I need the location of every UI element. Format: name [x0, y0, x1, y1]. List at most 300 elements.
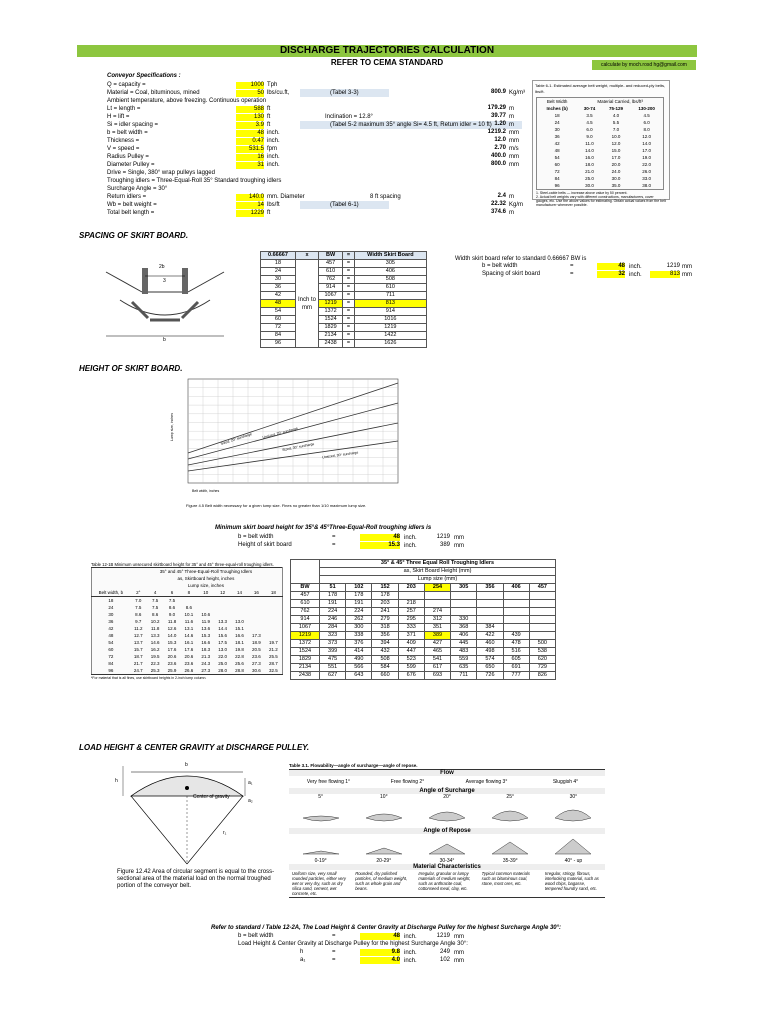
- spec-label: Ambient temperature, above freezing. Continuous operation: [107, 98, 267, 104]
- spec-value[interactable]: 14: [236, 202, 264, 209]
- spec-value[interactable]: 50: [236, 90, 264, 97]
- table-row: [537, 140, 664, 147]
- skirt-head-x: x: [295, 252, 318, 260]
- table-cell: 483: [451, 648, 477, 656]
- table-cell: 27.3: [201, 668, 211, 673]
- spec-value[interactable]: 588: [236, 106, 264, 113]
- min-height-unit: inch.: [404, 543, 417, 549]
- table-cell: 541: [424, 656, 450, 664]
- table-cell: 9.7: [135, 619, 142, 624]
- table-cell: 48: [108, 633, 114, 638]
- spec-value[interactable]: 48: [236, 130, 264, 137]
- table-row: [261, 332, 427, 340]
- table-row: [92, 646, 283, 653]
- table-cell: 11.8: [150, 626, 160, 631]
- flow-type: Sluggish 4°: [552, 779, 579, 785]
- table-cell: 16.0: [585, 155, 594, 160]
- table-cell: 13.0: [235, 619, 244, 624]
- table-cell: 30: [108, 612, 114, 617]
- scan-col-head: 12: [214, 589, 231, 597]
- material-description: Rounded, dry polished particles, of medium weight, such as whole grain and beans.: [355, 871, 408, 891]
- trough-diagram-icon: [102, 252, 228, 344]
- spec-label: Lt = length =: [107, 106, 141, 112]
- table-cell: 16.6: [201, 640, 211, 645]
- spec-right-value: 179.29: [487, 105, 506, 111]
- min-bw-label: b = belt width: [238, 534, 274, 540]
- table-cell: [477, 608, 503, 616]
- skirt-head-width: Width Skirt Board: [354, 252, 426, 260]
- table-cell: [248, 604, 265, 611]
- table-cell: 20.6: [167, 654, 177, 659]
- material-description: Irregular, granular or lumpy materials of medium weight, such as anthracite coal, cottonseed meal, clay, etc.: [418, 871, 471, 891]
- table-cell: [248, 625, 265, 632]
- skirt-bw-mm-cell: 2438: [318, 340, 342, 348]
- table-cell: 28.0: [218, 668, 228, 673]
- skirt-spacing-mm: 813: [650, 271, 680, 278]
- table-cell: 12.6: [167, 626, 177, 631]
- table-cell: 27.3: [252, 661, 261, 666]
- graph-xlabel: Belt width, inches: [192, 489, 220, 493]
- table-cell: 96: [554, 183, 560, 188]
- table-row: [92, 660, 283, 667]
- table-cell: 15.3: [201, 633, 211, 638]
- load-h-value[interactable]: 9.8: [360, 949, 400, 956]
- table-cell: 8.6: [185, 605, 193, 610]
- scan-col-head: 4: [147, 589, 164, 597]
- skirt-bw-mm-cell: 1524: [318, 316, 342, 324]
- table-cell: 516: [503, 648, 529, 656]
- table-cell: [265, 597, 283, 605]
- scan-col-head: 2°: [130, 589, 147, 597]
- skirt-bw-mm: 1219: [666, 263, 680, 269]
- table-cell: 25.9: [167, 668, 177, 673]
- spec-value[interactable]: 140.0: [236, 194, 264, 201]
- table-cell: 8.6: [152, 612, 159, 617]
- table-cell: 1067: [291, 624, 320, 632]
- spec-label: V = speed =: [107, 146, 140, 152]
- table-cell: 72: [108, 654, 114, 659]
- table-cell: 25.6: [235, 661, 244, 666]
- table-cell: 1372: [291, 640, 320, 648]
- table-cell: 14.4: [218, 626, 228, 631]
- table-cell: [503, 624, 529, 632]
- skirt-head-bw: BW: [318, 252, 342, 260]
- skirt-spacing-unit: inch.: [629, 272, 642, 278]
- table-cell: 478: [503, 640, 529, 648]
- table-cell: 447: [398, 648, 424, 656]
- spec-value[interactable]: 31: [236, 162, 264, 169]
- fig-label-a2: a₂: [248, 798, 253, 804]
- table-cell: 4.5: [586, 120, 593, 125]
- min-height-value[interactable]: 15.3: [360, 542, 400, 549]
- load-h-eq: =: [332, 949, 336, 955]
- spec-right-value: 400.0: [490, 153, 506, 159]
- table-cell: [503, 608, 529, 616]
- table-row: [537, 161, 664, 168]
- skirt-eq-cell: =: [343, 316, 355, 324]
- spec-right-unit: m: [509, 106, 514, 112]
- min-bw-mm-unit: mm: [454, 535, 464, 541]
- table-cell: 22.8: [235, 654, 244, 659]
- table-cell: 21.0: [585, 169, 594, 174]
- min-height-heading: Minimum skirt board height for 35°& 45°Three-Equal-Roll troughing idlers is: [215, 525, 432, 531]
- skirt-eq-cell: =: [343, 260, 355, 268]
- table-cell: 17.0: [642, 148, 651, 153]
- spec-right-unit: Kg/m³: [509, 90, 526, 96]
- table-cell: 330: [451, 616, 477, 624]
- table-cell: 676: [398, 672, 424, 680]
- table-cell: 599: [398, 664, 424, 672]
- table-cell: 42: [108, 626, 114, 631]
- table-cell: 30.6: [252, 668, 261, 673]
- table-cell: 300: [346, 624, 372, 632]
- table-cell: 660: [372, 672, 398, 680]
- table-cell: [265, 604, 283, 611]
- min-bw-eq: =: [332, 534, 336, 540]
- fig-label-h: h: [115, 778, 118, 784]
- scan-col-head: 16: [248, 589, 265, 597]
- load-sub-note: Load Height & Center Gravity at Discharge Pulley for the highest Surcharge Angle 30°:: [238, 941, 468, 947]
- load-a-mm: 102: [439, 957, 450, 963]
- table-cell: 274: [424, 608, 450, 616]
- table-cell: [451, 600, 477, 608]
- curve-label-1: Unsized, 20° surcharge: [262, 426, 299, 440]
- table-cell: 25.0: [218, 661, 228, 666]
- mm-bw-head: BW: [291, 584, 320, 592]
- table-cell: 368: [451, 624, 477, 632]
- table-cell: 14.0: [642, 141, 651, 146]
- table-cell: 21.2: [269, 647, 278, 652]
- table-cell: 15.7: [133, 647, 143, 652]
- table-cell: 4.0: [612, 113, 620, 118]
- skirt-spacing-value[interactable]: 32: [597, 271, 625, 278]
- scan-col-head: Belt width, b: [92, 589, 130, 597]
- min-height-label: Height of skirt board: [238, 542, 292, 548]
- table-cell: 4.5: [643, 113, 650, 118]
- table-cell: 559: [451, 656, 477, 664]
- flow-type: Free flowing 2°: [390, 779, 425, 785]
- bw-col-head: 130-200: [638, 106, 655, 111]
- spec-value[interactable]: 3.9: [236, 122, 264, 129]
- table-cell: [231, 604, 248, 611]
- surcharge-sketch-icon: [289, 800, 605, 828]
- table-cell: 24: [554, 120, 560, 125]
- table-cell: 25.5: [269, 654, 278, 659]
- skirt-bw-mm-cell: 1372: [318, 308, 342, 316]
- fig-label-a1: a₁: [248, 780, 253, 786]
- table-cell: 356: [372, 632, 398, 640]
- table-cell: 7.0: [135, 598, 142, 603]
- load-a-mm-unit: mm: [454, 958, 464, 964]
- spec-right-value: 39.77: [490, 113, 506, 119]
- table-row: [537, 112, 664, 119]
- skirt-bw-inch: 60: [261, 316, 296, 324]
- table-row: [261, 308, 427, 316]
- table-cell: [477, 600, 503, 608]
- table-cell: 26.0: [642, 169, 651, 174]
- table-cell: [248, 611, 265, 618]
- skirt-bw-inch: 72: [261, 324, 296, 332]
- table-row: [261, 316, 427, 324]
- table-cell: 84: [554, 176, 560, 181]
- table-cell: 295: [398, 616, 424, 624]
- table-cell: 389: [424, 632, 450, 640]
- repose-sketches: [289, 834, 605, 858]
- repose-value: 20-29°: [376, 858, 392, 864]
- spec-note: Inclination = 12.8°: [325, 114, 373, 120]
- table-cell: 7.5: [152, 598, 159, 603]
- table-cell: 23.6: [252, 654, 261, 659]
- table-cell: 42: [554, 141, 560, 146]
- skirt-bw-inch: 84: [261, 332, 296, 340]
- table-cell: 394: [372, 640, 398, 648]
- bw-head1: Belt Width: [546, 99, 568, 104]
- spec-unit: inch.: [267, 154, 280, 160]
- table-cell: 279: [372, 616, 398, 624]
- diagram-label-2b: 2b: [159, 264, 165, 270]
- spec-right-unit: mm: [509, 138, 519, 144]
- table-row: [291, 600, 556, 608]
- load-a-value[interactable]: 4.0: [360, 957, 400, 964]
- table-cell: 826: [529, 672, 555, 680]
- skirt-width-table: [260, 251, 427, 348]
- belt-weight-caption: Table 6-1. Estimated average belt weight, multiple- and reduced-ply belts, lbs/ft.: [535, 83, 666, 94]
- table-cell: 5.5: [612, 120, 620, 125]
- repose-value: 40° - up: [564, 858, 583, 864]
- table-cell: 21.3: [201, 654, 211, 659]
- spec-label: Surcharge Angle = 30°: [107, 186, 168, 192]
- table-cell: 191: [346, 600, 372, 608]
- table-cell: 9.0: [586, 134, 593, 139]
- spec-right-value: 1219.2: [487, 129, 506, 135]
- spec-label: Return idlers =: [107, 194, 147, 200]
- skirt-bw-mm-cell: 610: [318, 268, 342, 276]
- table-cell: 617: [424, 664, 450, 672]
- table-cell: 11.6: [184, 619, 194, 624]
- table-cell: 36: [554, 134, 560, 139]
- scan-table: [91, 567, 283, 675]
- skirt-bw-inch: 36: [261, 284, 296, 292]
- skirt-spacing-eq: =: [570, 271, 574, 277]
- table-cell: 14.6: [184, 633, 194, 638]
- min-bw-value[interactable]: 48: [360, 534, 400, 541]
- table-row: [537, 147, 664, 154]
- table-cell: [477, 616, 503, 624]
- table-cell: 1524: [291, 648, 320, 656]
- table-cell: 406: [451, 632, 477, 640]
- table-cell: 762: [291, 608, 320, 616]
- table-row: [92, 625, 283, 632]
- table-cell: [214, 604, 231, 611]
- skirt-bw-inch: 96: [261, 340, 296, 348]
- table-cell: [231, 611, 248, 618]
- spec-label: Radius Pulley =: [107, 154, 149, 160]
- table-row: [291, 648, 556, 656]
- spec-unit: lbs/cu.ft,: [267, 90, 290, 96]
- table-cell: 620: [529, 656, 555, 664]
- material-description: Uniform size, very small rounded particles, either very wet or very dry, such as dry silica sand, cement, wet concrete, etc.: [292, 871, 346, 896]
- table-cell: 48: [554, 148, 560, 153]
- skirt-height-heading: HEIGHT OF SKIRT BOARD.: [79, 364, 183, 373]
- skirt-bw-mm-unit: mm: [682, 264, 692, 270]
- skirt-spacing-label: Spacing of skirt board: [482, 271, 541, 277]
- spec-label: Si = idler spacing =: [107, 122, 159, 128]
- table-cell: 18.9: [252, 640, 261, 645]
- flowability-table: [289, 763, 605, 898]
- table-cell: 635: [451, 664, 477, 672]
- skirt-eq-cell: =: [343, 268, 355, 276]
- graph-ylabel: Lump size, inches: [170, 412, 175, 442]
- scan-note: *For material that is all fines, use skirtboard heights in 2-inch lump column.: [91, 676, 207, 680]
- table-cell: [197, 604, 214, 611]
- spec-label: Drive = Single, 380° wrap pulleys lagged: [107, 170, 215, 176]
- table-cell: 178: [346, 592, 372, 600]
- table-cell: 72: [554, 169, 560, 174]
- mm-sub: as, Skirt Board Height (mm): [320, 568, 556, 576]
- material-description: Typical common materials such as bituminous coal, stone, most ores, etc.: [481, 871, 530, 886]
- table-cell: 21.7: [133, 661, 143, 666]
- skirt-bw-inch: 54: [261, 308, 296, 316]
- table-cell: [529, 608, 555, 616]
- table-cell: 726: [477, 672, 503, 680]
- skirt-eq-cell: =: [343, 332, 355, 340]
- table-cell: 17.5: [218, 640, 228, 645]
- skirt-bw-mm-cell: 762: [318, 276, 342, 284]
- table-cell: 373: [320, 640, 346, 648]
- table-row: [261, 268, 427, 276]
- load-height-heading: LOAD HEIGHT & CENTER GRAVITY at DISCHARGE PULLEY.: [79, 743, 310, 752]
- table-cell: 32.5: [269, 668, 278, 673]
- load-a-label: a₁: [300, 957, 306, 963]
- table-cell: [529, 616, 555, 624]
- spec-note: (Tabel 6-1): [300, 201, 389, 209]
- skirt-bw-unit: inch.: [629, 264, 642, 270]
- table-cell: 284: [320, 624, 346, 632]
- table-cell: 10.2: [150, 619, 160, 624]
- table-cell: 422: [477, 632, 503, 640]
- skirt-eq-cell: =: [343, 324, 355, 332]
- spec-unit: lbs/ft: [267, 202, 280, 208]
- skirt-bw-mm-cell: 914: [318, 284, 342, 292]
- load-h-label: h: [300, 949, 304, 955]
- table-cell: 19.0: [642, 155, 651, 160]
- spec-value[interactable]: 531.5: [236, 146, 264, 153]
- table-row: [92, 653, 283, 660]
- load-h-mm-unit: mm: [454, 950, 464, 956]
- spec-value[interactable]: 130: [236, 114, 264, 121]
- table-cell: 262: [346, 616, 372, 624]
- scan-group: 35° and 45° Three-Equal-Roll Troughing Idlers: [159, 569, 253, 574]
- table-row: [261, 292, 427, 300]
- surcharge-value: 20°: [443, 794, 451, 800]
- skirt-spacing-heading: SPACING OF SKIRT BOARD.: [79, 231, 189, 240]
- lump-graph-icon: [172, 375, 412, 495]
- spec-value[interactable]: 1000: [236, 82, 264, 89]
- bw-col-head: Inches (b): [546, 106, 568, 111]
- diagram-label-3: 3: [163, 278, 166, 284]
- fig-label-cg: Center of gravity: [193, 794, 230, 800]
- mm-col-head: 356: [477, 584, 503, 592]
- table-cell: 643: [346, 672, 372, 680]
- table-cell: 23.6: [167, 661, 177, 666]
- load-bw-label: b = belt width: [238, 933, 274, 939]
- skirt-bw-mm-cell: 457: [318, 260, 342, 268]
- table-cell: [477, 592, 503, 600]
- scan-col-head: 10: [197, 589, 214, 597]
- table-cell: 376: [346, 640, 372, 648]
- table-cell: 20.6: [184, 654, 194, 659]
- table-cell: 2438: [291, 672, 320, 680]
- table-cell: [248, 618, 265, 625]
- table-cell: 8.0: [643, 127, 650, 132]
- mm-col-head: 51: [320, 584, 346, 592]
- spec-right-value: 374.6: [490, 209, 506, 215]
- table-cell: 399: [320, 648, 346, 656]
- table-row: [291, 640, 556, 648]
- skirt-bw-value[interactable]: 48: [597, 263, 625, 270]
- skirt-width-cell: 610: [354, 284, 426, 292]
- table-cell: 11.0: [585, 141, 594, 146]
- table-cell: 18.3: [201, 647, 211, 652]
- spec-value[interactable]: 1229: [236, 210, 264, 217]
- material-title: Material Characteristics: [289, 864, 605, 870]
- table-cell: 10.6: [201, 612, 211, 617]
- spec-unit: fpm: [267, 146, 278, 152]
- mm-col-head: 254: [424, 584, 450, 592]
- load-bw-mm-unit: mm: [454, 934, 464, 940]
- table-cell: 312: [424, 616, 450, 624]
- table-cell: 318: [372, 624, 398, 632]
- table-cell: [424, 592, 450, 600]
- repose-title: Angle of Repose: [289, 828, 605, 834]
- table-cell: 17.6: [167, 647, 177, 652]
- table-cell: 16.6: [235, 633, 244, 638]
- curve-label-2: Sized, 30° surcharge: [281, 441, 315, 453]
- table-cell: [231, 597, 248, 605]
- surcharge-value: 30°: [569, 794, 578, 800]
- table-row: [261, 340, 427, 348]
- spec-right-value: 1.20: [494, 121, 506, 127]
- spec-value[interactable]: 16: [236, 154, 264, 161]
- table-cell: 475: [320, 656, 346, 664]
- table-cell: 22.3: [150, 661, 160, 666]
- load-bw-value[interactable]: 48: [360, 933, 400, 940]
- spec-value[interactable]: 0.47: [236, 138, 264, 145]
- table-cell: 8.6: [168, 605, 176, 610]
- scan-caption: Table 12-1B Minimum unsecured skirtboard height for 35° and 45° three-equal-roll troughing idlers.: [91, 562, 274, 567]
- table-cell: 191: [320, 600, 346, 608]
- table-cell: 566: [346, 664, 372, 672]
- table-cell: 18.7: [133, 654, 143, 659]
- page-title: DISCHARGE TRAJECTORIES CALCULATION: [77, 45, 697, 57]
- table-cell: 218: [398, 600, 424, 608]
- table-cell: 13.7: [133, 640, 143, 645]
- table-cell: 25.3: [150, 668, 160, 673]
- table-cell: 26.6: [184, 668, 194, 673]
- table-cell: 30: [554, 127, 560, 132]
- table-cell: 7.5: [168, 598, 176, 603]
- spec-right-unit: m/s: [509, 146, 519, 152]
- spec-unit: ft: [267, 106, 271, 112]
- table-cell: 23.6: [184, 661, 194, 666]
- table-cell: 24.3: [201, 661, 211, 666]
- table-cell: 30.0: [611, 176, 621, 181]
- load-h-mm: 249: [439, 949, 450, 955]
- skirt-head-ratio: 0.66667: [261, 252, 296, 260]
- table-cell: 24.0: [611, 169, 621, 174]
- table-cell: 414: [346, 648, 372, 656]
- spec-label: H = lift =: [107, 114, 130, 120]
